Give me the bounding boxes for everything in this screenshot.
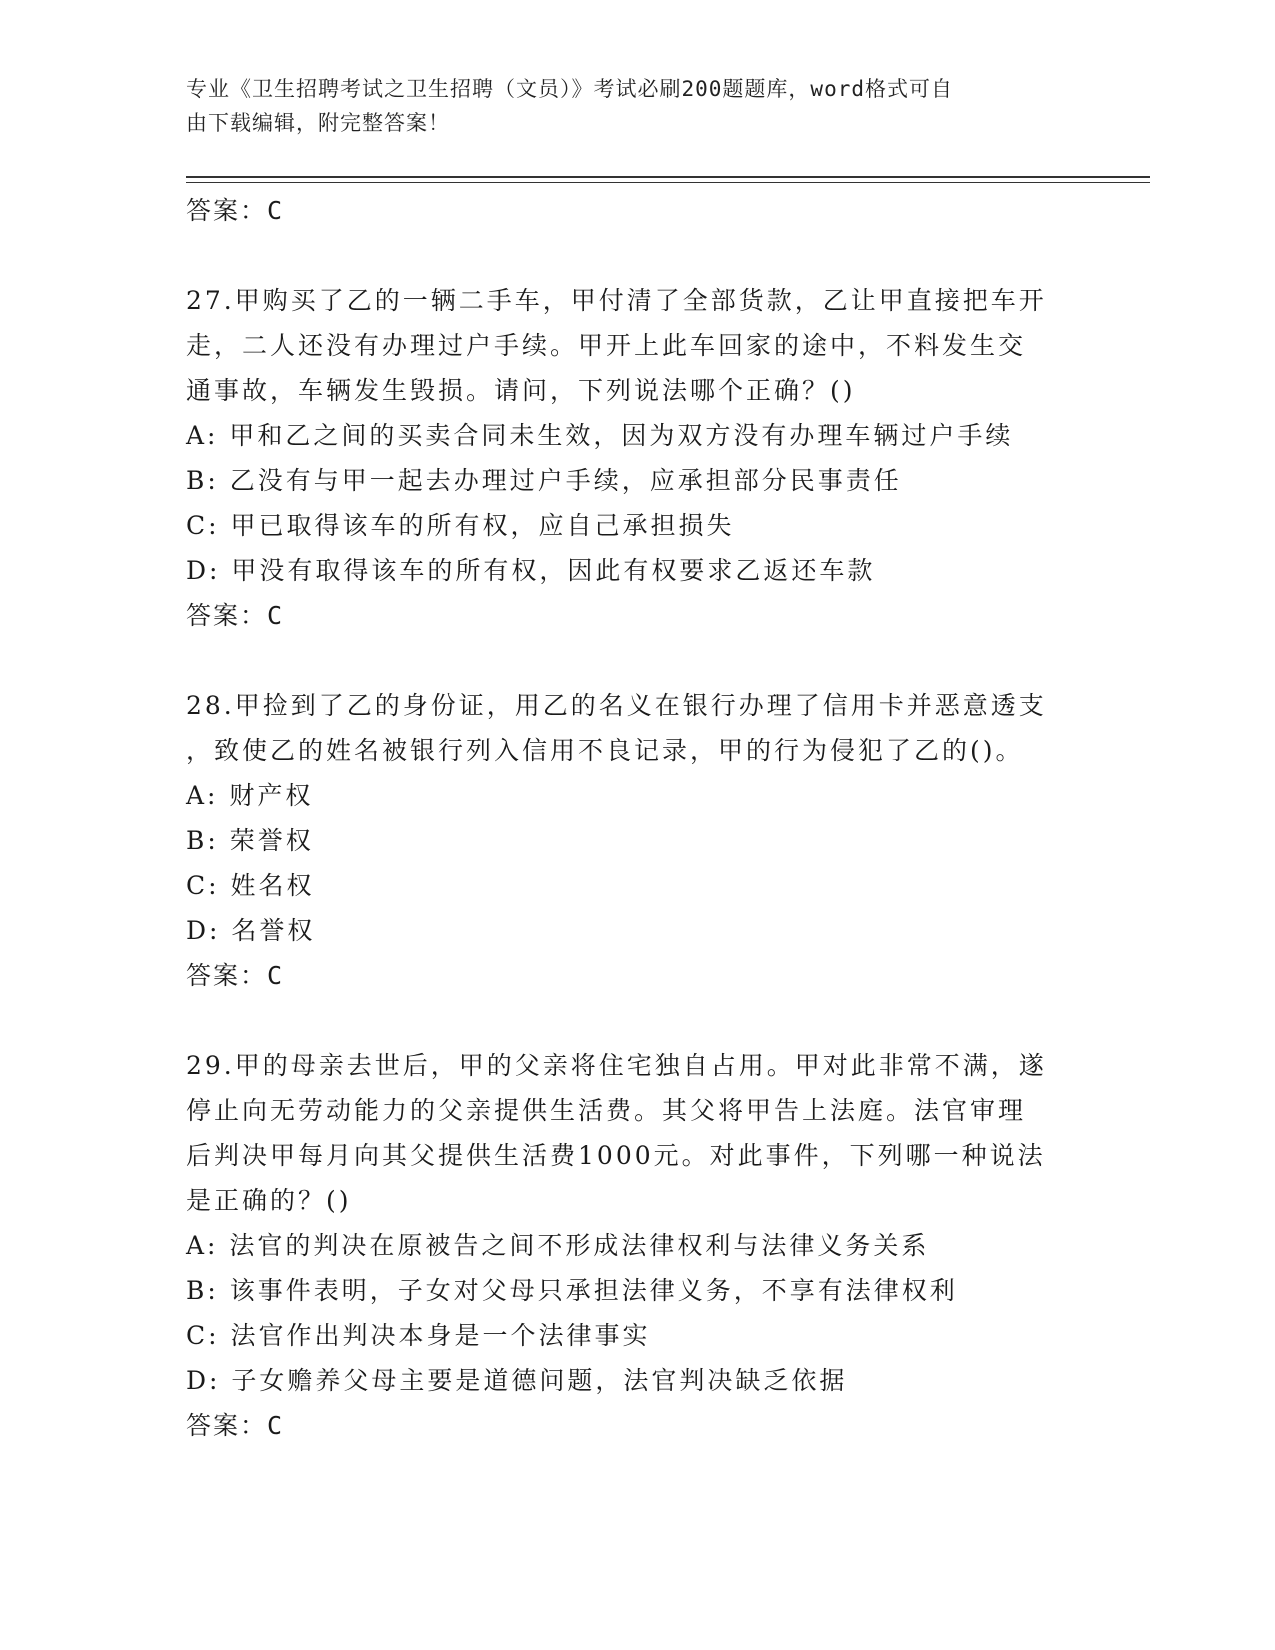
question-block (186, 278, 1086, 638)
answer-line (186, 593, 1086, 638)
option-d: D: 甲没有取得该车的所有权，因此有权要求乙返还车款 (186, 556, 876, 585)
question-text-line: 是正确的？() (186, 1186, 352, 1215)
question-text-line: 后判决甲每月向其父提供生活费1000元。对此事件，下列哪一种说法 (186, 1141, 1046, 1170)
page-header (186, 72, 1066, 140)
question-text-line: ，致使乙的姓名被银行列入信用不良记录，甲的行为侵犯了乙的()。 (186, 736, 1024, 765)
option-a: A: 法官的判决在原被告之间不形成法律权利与法律义务关系 (186, 1231, 930, 1260)
question-text-line: 走，二人还没有办理过户手续。甲开上此车回家的途中，不料发生交 (186, 331, 1027, 360)
option-a: A: 财产权 (186, 781, 314, 810)
question-text-line: 通事故，车辆发生毁损。请问，下列说法哪个正确？() (186, 376, 856, 405)
option-b: B: 该事件表明，子女对父母只承担法律义务，不享有法律权利 (186, 1276, 958, 1305)
option-c: C: 法官作出判决本身是一个法律事实 (186, 1321, 651, 1350)
option-d: D: 子女赡养父母主要是道德问题，法官判决缺乏依据 (186, 1366, 848, 1395)
option-b: B: 荣誉权 (186, 826, 314, 855)
answer-value: C (267, 961, 285, 990)
option-b: B: 乙没有与甲一起去办理过户手续，应承担部分民事责任 (186, 466, 902, 495)
question-block (186, 683, 1086, 998)
question-text-line: 停止向无劳动能力的父亲提供生活费。其父将甲告上法庭。法官审理 (186, 1096, 1027, 1125)
question-text-line: 28.甲捡到了乙的身份证，用乙的名义在银行办理了信用卡并恶意透支 (186, 691, 1047, 720)
question-content (186, 188, 1086, 1448)
answer-label: 答案： (186, 601, 268, 630)
header-line-1: 专业《卫生招聘考试之卫生招聘（文员）》考试必刷200题题库，word格式可自 (186, 77, 953, 101)
question-text-line: 29.甲的母亲去世后，甲的父亲将住宅独自占用。甲对此非常不满，遂 (186, 1051, 1047, 1080)
answer-line (186, 953, 1086, 998)
header-rule-thick (186, 176, 1150, 178)
option-c: C: 姓名权 (186, 871, 315, 900)
answer-label: 答案： (186, 1411, 268, 1440)
header-line-2: 由下载编辑，附完整答案！ (186, 111, 450, 135)
answer-label: 答案： (186, 961, 268, 990)
answer-value: C (267, 601, 285, 630)
answer-label: 答案： (186, 196, 268, 225)
question-block (186, 1043, 1086, 1448)
answer-value: C (267, 196, 285, 225)
option-d: D: 名誉权 (186, 916, 316, 945)
answer-line (186, 188, 1086, 233)
option-c: C: 甲已取得该车的所有权，应自己承担损失 (186, 511, 735, 540)
header-rule-thin (186, 182, 1150, 183)
answer-value: C (267, 1411, 285, 1440)
answer-line (186, 1403, 1086, 1448)
question-text-line: 27.甲购买了乙的一辆二手车，甲付清了全部货款，乙让甲直接把车开 (186, 286, 1047, 315)
option-a: A: 甲和乙之间的买卖合同未生效，因为双方没有办理车辆过户手续 (186, 421, 1014, 450)
